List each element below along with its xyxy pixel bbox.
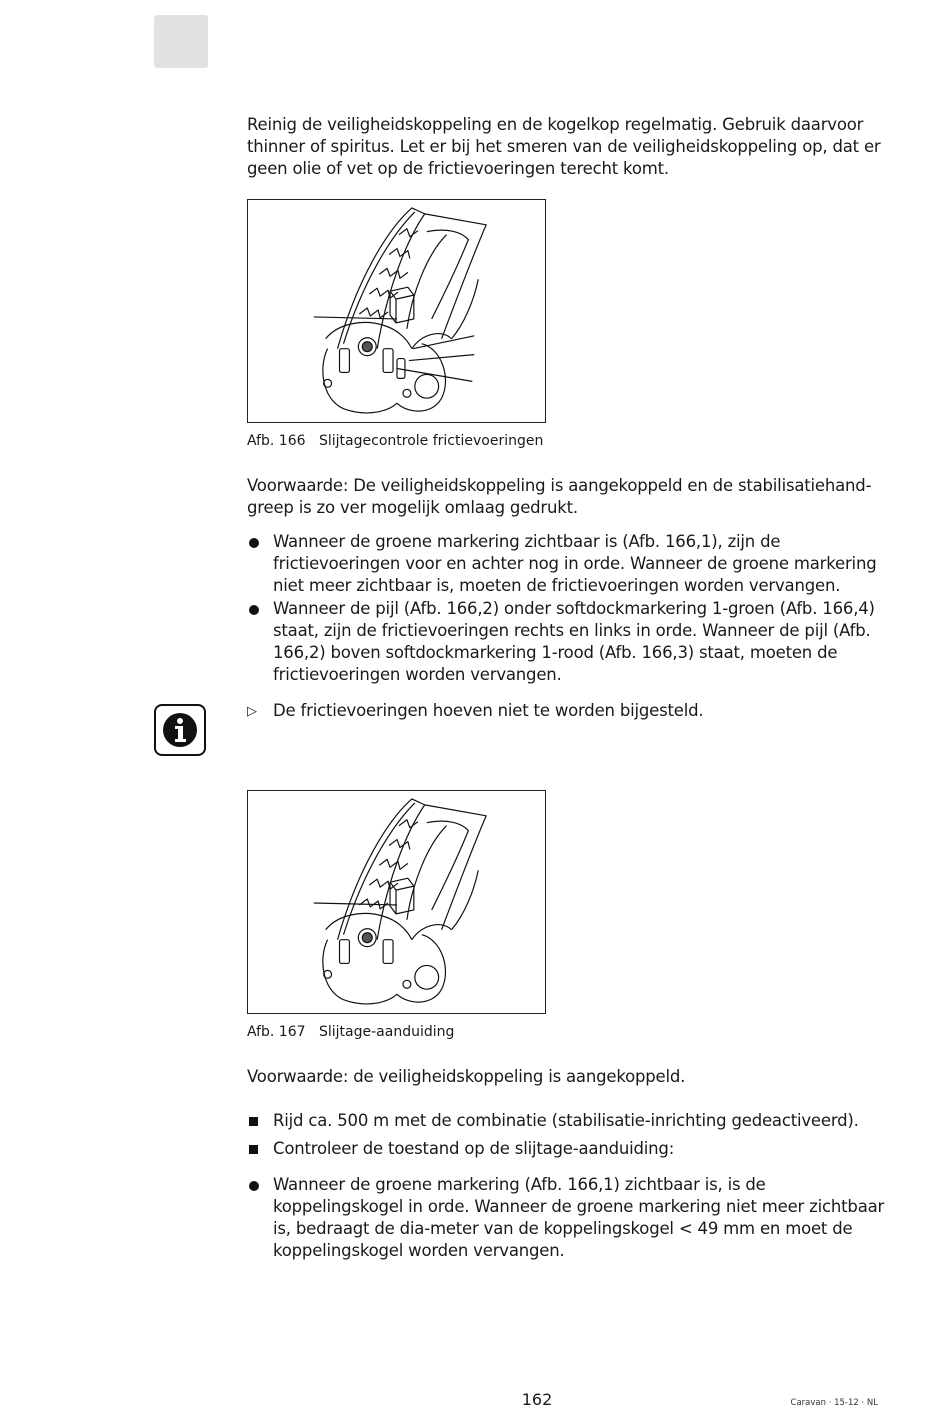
step-list	[247, 1110, 887, 1160]
intro-paragraph: Reinig de veiligheidskoppeling en de kogelkop regelmatig. Gebruik daarvoor thinner of spiritus. Let er bij het smeren van de veiligheidskoppeling op, dat er geen olie of vet op de frictievoeringen terecht komt.	[247, 115, 881, 178]
bullet-square-icon	[249, 1145, 258, 1154]
figure-166-caption	[247, 432, 543, 450]
document-id: Caravan · 15-12 · NL	[790, 1398, 878, 1408]
chapter-tab-marker	[154, 15, 208, 68]
list-item: Rijd ca. 500 m met de combinatie (stabilisatie-inrichting gedeactiveerd).	[247, 1110, 887, 1132]
condition-paragraph-2: Voorwaarde: de veiligheidskoppeling is aangekoppeld.	[247, 1067, 686, 1086]
bullet-dot-icon	[249, 1181, 259, 1191]
figure-167-caption	[247, 1023, 454, 1041]
note-list	[247, 700, 887, 722]
page-number: 162	[521, 1390, 553, 1409]
list-item: Wanneer de pijl (Afb. 166,2) onder softdockmarkering 1-groen (Afb. 166,4) staat, zijn de frictievoeringen rechts en links in orde. Wanneer de pijl (Afb. 166,2) boven softdockmarkering 1-rood (Afb. 166,3) staat, moeten de frictievoeringen worden vervangen.	[247, 598, 887, 686]
figure-number: Afb. 166	[247, 433, 306, 449]
list-item: Wanneer de groene markering (Afb. 166,1) zichtbaar is, is de koppelingskogel in orde. Wanneer de groene markering niet meer zichtbaar is, bedraagt de dia-meter van de koppelingskogel < 49 mm en moet de koppelingskogel worden vervangen.	[247, 1174, 887, 1262]
figure-caption-text: Slijtage-aanduiding	[319, 1024, 455, 1040]
info-icon	[154, 704, 206, 756]
figure-166-image	[247, 199, 546, 423]
figure-number: Afb. 167	[247, 1024, 306, 1040]
triangle-marker-icon: ▷	[247, 704, 257, 719]
figure-caption-text: Slijtagecontrole frictievoeringen	[319, 433, 544, 449]
bullet-dot-icon	[249, 538, 259, 548]
list-item: ▷ De frictievoeringen hoeven niet te worden bijgesteld.	[247, 701, 704, 720]
figure-167-image	[247, 790, 546, 1014]
bullet-dot-icon	[249, 605, 259, 615]
coupling-drawing-166	[248, 200, 545, 422]
list-item: Wanneer de groene markering zichtbaar is (Afb. 166,1), zijn de frictievoeringen voor en achter nog in orde. Wanneer de groene markering niet meer zichtbaar is, moeten de frictievoeringen worden vervangen.	[247, 531, 887, 597]
bullet-square-icon	[249, 1117, 258, 1126]
coupling-drawing-167	[248, 791, 545, 1013]
bullet-list-1	[247, 531, 887, 686]
list-item: Controleer de toestand op de slijtage-aanduiding:	[247, 1138, 887, 1160]
condition-paragraph-1: Voorwaarde: De veiligheidskoppeling is aangekoppeld en de stabilisatiehand-greep is zo ver mogelijk omlaag gedrukt.	[247, 476, 872, 517]
bullet-list-2	[247, 1174, 887, 1262]
